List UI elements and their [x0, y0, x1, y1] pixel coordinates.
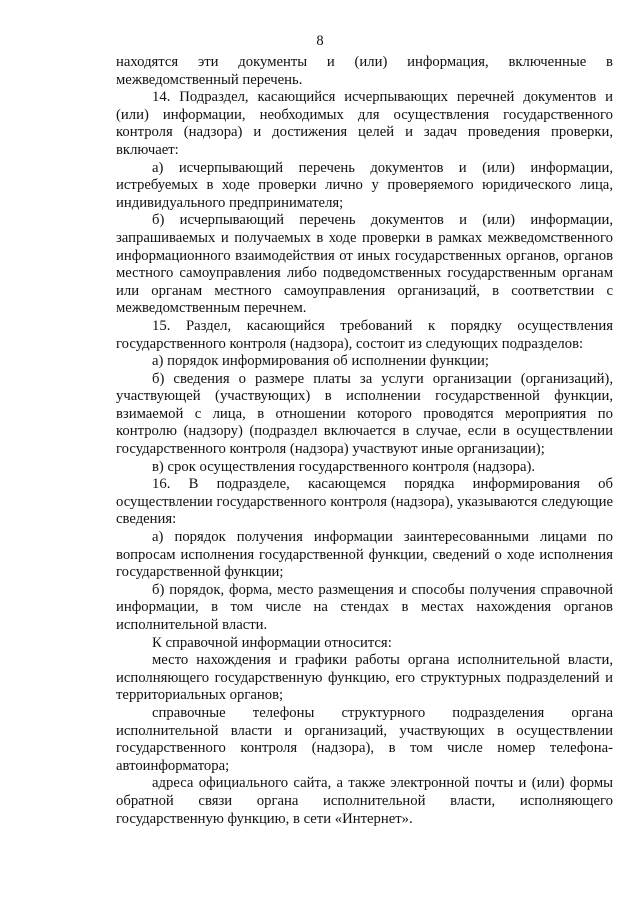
paragraph-item-14b: б) исчерпывающий перечень документов и (или) информации, запрашиваемых и получаемых в ходе проверки в рамках межведомственного информационного взаимодействия от иных государственных органов, органов местного самоуправления либо подведомственных государственным органам или органам местного самоуправления организаций, в соответствии с межведомственным перечнем. [116, 212, 613, 317]
paragraph-reference-phones: справочные телефоны структурного подразделения органа исполнительной власти и организаций, участвующих в осуществлении государственного контроля (надзора), в том числе номер телефона-автоинформатора; [116, 704, 613, 774]
paragraph-reference-info-intro: К справочной информации относится: [152, 634, 392, 651]
page-number: 8 [316, 33, 324, 49]
paragraph-item-14: 14. Подраздел, касающийся исчерпывающих перечней документов и (или) информации, необходимых для осуществления государственного контроля (надзора) и достижения целей и задач проведения проверки, включает: [116, 89, 613, 158]
paragraph-item-16b: б) порядок, форма, место размещения и способы получения справочной информации, в том числе на стендах в местах нахождения органов исполнительной власти. [116, 581, 613, 633]
paragraph-reference-website: адреса официального сайта, а также электронной почты и (или) формы обратной связи органа исполнительной власти, исполняющего государственную функцию, в сети «Интернет». [116, 775, 613, 827]
paragraph-item-16: 16. В подразделе, касающемся порядка информирования об осуществлении государственного контроля (надзора), указываются следующие сведения: [116, 476, 613, 528]
paragraph-item-16a: а) порядок получения информации заинтересованными лицами по вопросам исполнения государственной функции, сведений о ходе исполнения государственной функции; [116, 529, 613, 581]
paragraph-continuation: находятся эти документы и (или) информация, включенные в межведомственный перечень. [116, 54, 613, 88]
paragraph-reference-location: место нахождения и графики работы органа исполнительной власти, исполняющего государственную функцию, его структурных подразделений и территориальных органов; [116, 652, 613, 704]
paragraph-item-15b: б) сведения о размере платы за услуги организации (организаций), участвующей (участвующих) в исполнении государственной функции, взимаемой с лица, в отношении которого проводятся мероприятия по контролю (надзору) (подраздел включается в случае, если в осуществлении государственного контроля (надзора) участвуют иные организации); [116, 370, 613, 458]
document-body [116, 54, 613, 828]
paragraph-item-15a: а) порядок информирования об исполнении функции; [152, 353, 489, 370]
paragraph-item-14a: а) исчерпывающий перечень документов и (или) информации, истребуемых в ходе проверки лично у проверяемого юридического лица, индивидуального предпринимателя; [116, 159, 613, 211]
paragraph-item-15: 15. Раздел, касающийся требований к порядку осуществления государственного контроля (надзора), состоит из следующих подразделов: [116, 317, 613, 352]
paragraph-item-15c: в) срок осуществления государственного контроля (надзора). [152, 458, 536, 475]
